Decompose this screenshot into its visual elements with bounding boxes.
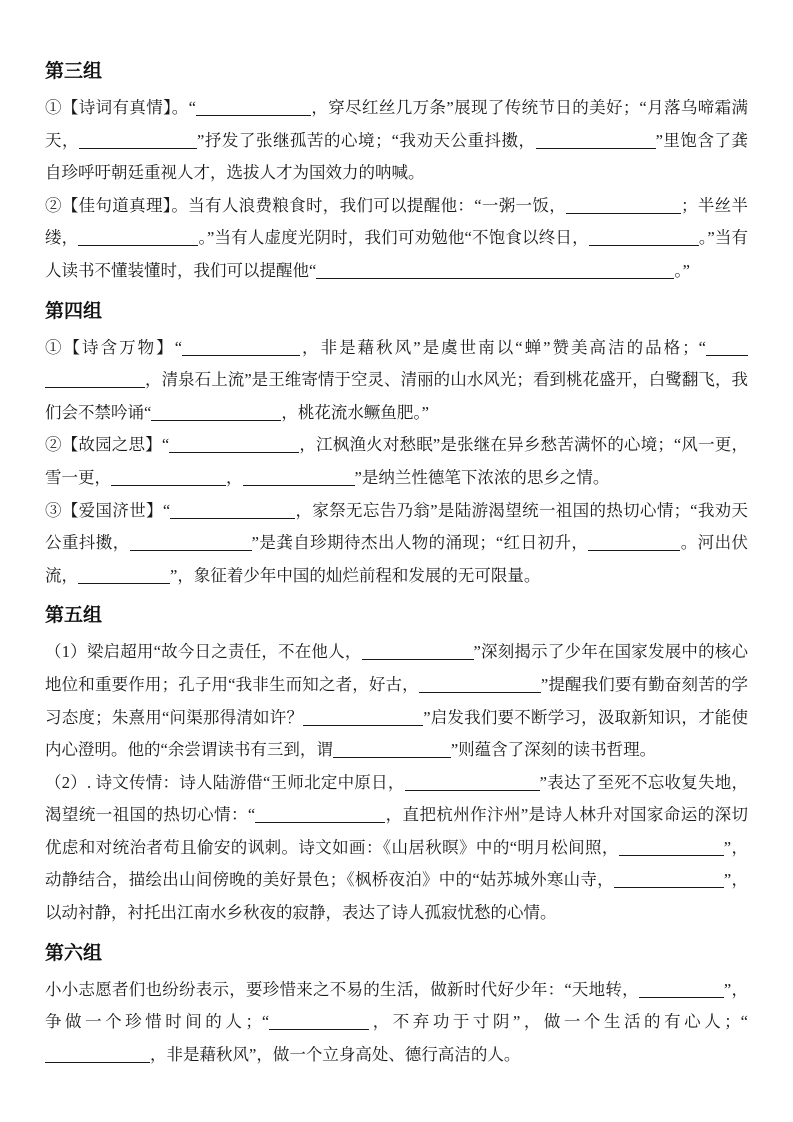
paragraph	[45, 92, 748, 190]
text-run: ；半丝半缕，	[45, 195, 749, 248]
paragraph	[45, 429, 748, 494]
worksheet-section	[45, 60, 748, 288]
text-run: ，非是藉秋风”是虞世南以“蝉”赞美高洁的品格；“	[300, 337, 706, 357]
section-heading: 第六组	[45, 942, 103, 964]
fill-in-blank	[182, 341, 300, 356]
text-run: ”则蕴含了深刻的读书哲理。	[450, 740, 657, 760]
text-run: ”，以动衬静，衬托出江南水乡秋夜的寂静，表达了诗人孤寂忧愁的心情。	[45, 870, 748, 923]
section-heading: 第三组	[45, 61, 103, 82]
worksheet-section	[45, 604, 748, 929]
fill-in-blank	[419, 678, 541, 693]
text-run: 。”当有人读书不懂装懂时，我们可以提醒他“	[45, 228, 749, 280]
text-run: ②【佳句道真理】。当有人浪费粮食时，我们可以提醒他：“一粥一饭，	[45, 195, 567, 215]
text-run: 。”	[674, 260, 690, 280]
text-run: （2）. 诗文传情：诗人陆游借“王师北定中原日，	[45, 772, 405, 792]
fill-in-blank	[614, 873, 724, 888]
paragraph	[45, 495, 748, 593]
text-run: ”提醒我们要有勤奋刻苦的学习态度；朱熹用“问渠那得清如许？	[45, 674, 748, 727]
text-run: ”是纳兰性德笔下浓浓的思乡之情。	[354, 467, 610, 487]
paragraph	[45, 974, 748, 1072]
text-run: ，桃花流水鳜鱼肥。”	[281, 402, 429, 422]
fill-in-blank	[405, 776, 540, 791]
text-run: （1）梁启超用“故今日之责任，不在他人，	[45, 642, 362, 662]
fill-in-blank	[303, 711, 423, 726]
paragraph	[45, 767, 748, 930]
fill-in-blank	[536, 134, 656, 149]
fill-in-blank	[169, 438, 299, 453]
fill-in-blank	[316, 264, 674, 279]
fill-in-blank	[196, 101, 311, 116]
document-body	[45, 60, 748, 1071]
fill-in-blank	[78, 231, 198, 246]
text-run: ，直把杭州作汴州”是诗人林升对国家命运的深切优虑和对统治者苟且偷安的讽刺。诗文如画：《山居秋暝》中的“明月松间照，	[45, 805, 748, 857]
text-run: ”里饱含了龚自珍呼吁朝廷重视人才，选拔人才为国效力的呐喊。	[45, 130, 748, 183]
fill-in-blank	[255, 808, 385, 823]
fill-in-blank	[588, 536, 680, 551]
text-run: 。”当有人虚度光阴时，我们可劝勉他“不饱食以终日，	[198, 228, 589, 248]
text-run: ”启发我们要不断学习，汲取新知识，才能使内心澄明。他的“余尝谓读书有三到，谓	[45, 707, 748, 760]
fill-in-blank	[706, 341, 748, 356]
text-run: ”表达了至死不忘收复失地，渴望统一祖国的热切心情：“	[45, 772, 748, 825]
text-run: 小小志愿者们也纷纷表示，要珍惜来之不易的生活，做新时代好少年：“天地转，	[45, 979, 639, 999]
fill-in-blank	[639, 983, 724, 998]
fill-in-blank	[589, 231, 699, 246]
fill-in-blank	[170, 504, 295, 519]
fill-in-blank	[333, 743, 451, 758]
fill-in-blank	[79, 134, 197, 149]
paragraph	[45, 190, 748, 288]
text-run: ，穿尽红丝几万条”展现了传统节日的美好；“月落乌啼霜满天，	[45, 98, 749, 150]
section-heading: 第五组	[45, 605, 103, 627]
text-run: ③【爱国济世】“	[45, 500, 171, 520]
fill-in-blank	[619, 841, 724, 856]
text-run: ①【诗词有真情】。“	[45, 98, 196, 117]
text-run: ”，动静结合，描绘出山间傍晚的美好景色；《枫桥夜泊》中的“姑苏城外寒山寺，	[45, 837, 748, 890]
worksheet-section	[45, 300, 748, 593]
fill-in-blank	[45, 1048, 150, 1063]
paragraph	[45, 636, 748, 766]
fill-in-blank	[151, 406, 281, 421]
fill-in-blank	[111, 471, 226, 486]
fill-in-blank	[269, 1015, 369, 1030]
text-run: ①【诗含万物】“	[45, 337, 183, 357]
text-run: ，江枫渔火对愁眠”是张继在异乡愁苦满怀的心境；“风一更，雪一更，	[45, 435, 748, 487]
worksheet-section	[45, 942, 748, 1072]
fill-in-blank	[566, 199, 681, 214]
text-run: ，不弃功于寸阴”，做一个生活的有心人；“	[369, 1012, 748, 1032]
text-run: ，	[226, 467, 243, 487]
text-run: ，非是藉秋风”，做一个立身高处、德行高洁的人。	[150, 1044, 521, 1064]
fill-in-blank	[45, 373, 145, 388]
text-run: ”，象征着少年中国的灿烂前程和发展的无可限量。	[170, 565, 541, 585]
fill-in-blank	[243, 471, 355, 486]
paragraph	[45, 332, 748, 430]
fill-in-blank	[130, 536, 252, 551]
text-run: ”是龚自珍期待杰出人物的涌现；“红日初升，	[251, 533, 589, 553]
text-run: ，清泉石上流”是王维寄情于空灵、清丽的山水风光；看到桃花盛开，白鹭翻飞，我们会不禁吟诵“	[45, 370, 748, 422]
section-heading: 第四组	[45, 300, 103, 322]
fill-in-blank	[78, 569, 170, 584]
text-run: ，家祭无忘告乃翁”是陆游渴望统一祖国的热切心情；“我劝天公重抖擞，	[45, 500, 748, 553]
text-run: 。河出伏流，	[45, 533, 749, 585]
text-run: ”，争做一个珍惜时间的人；“	[45, 979, 748, 1032]
text-run: ”深刻揭示了少年在国家发展中的核心地位和重要作用；孔子用“我非生而知之者，好古，	[45, 642, 748, 694]
text-run: ”抒发了张继孤苦的心境；“我劝天公重抖擞，	[197, 130, 536, 150]
text-run: ②【故园之思】“	[45, 435, 170, 455]
fill-in-blank	[362, 645, 474, 660]
